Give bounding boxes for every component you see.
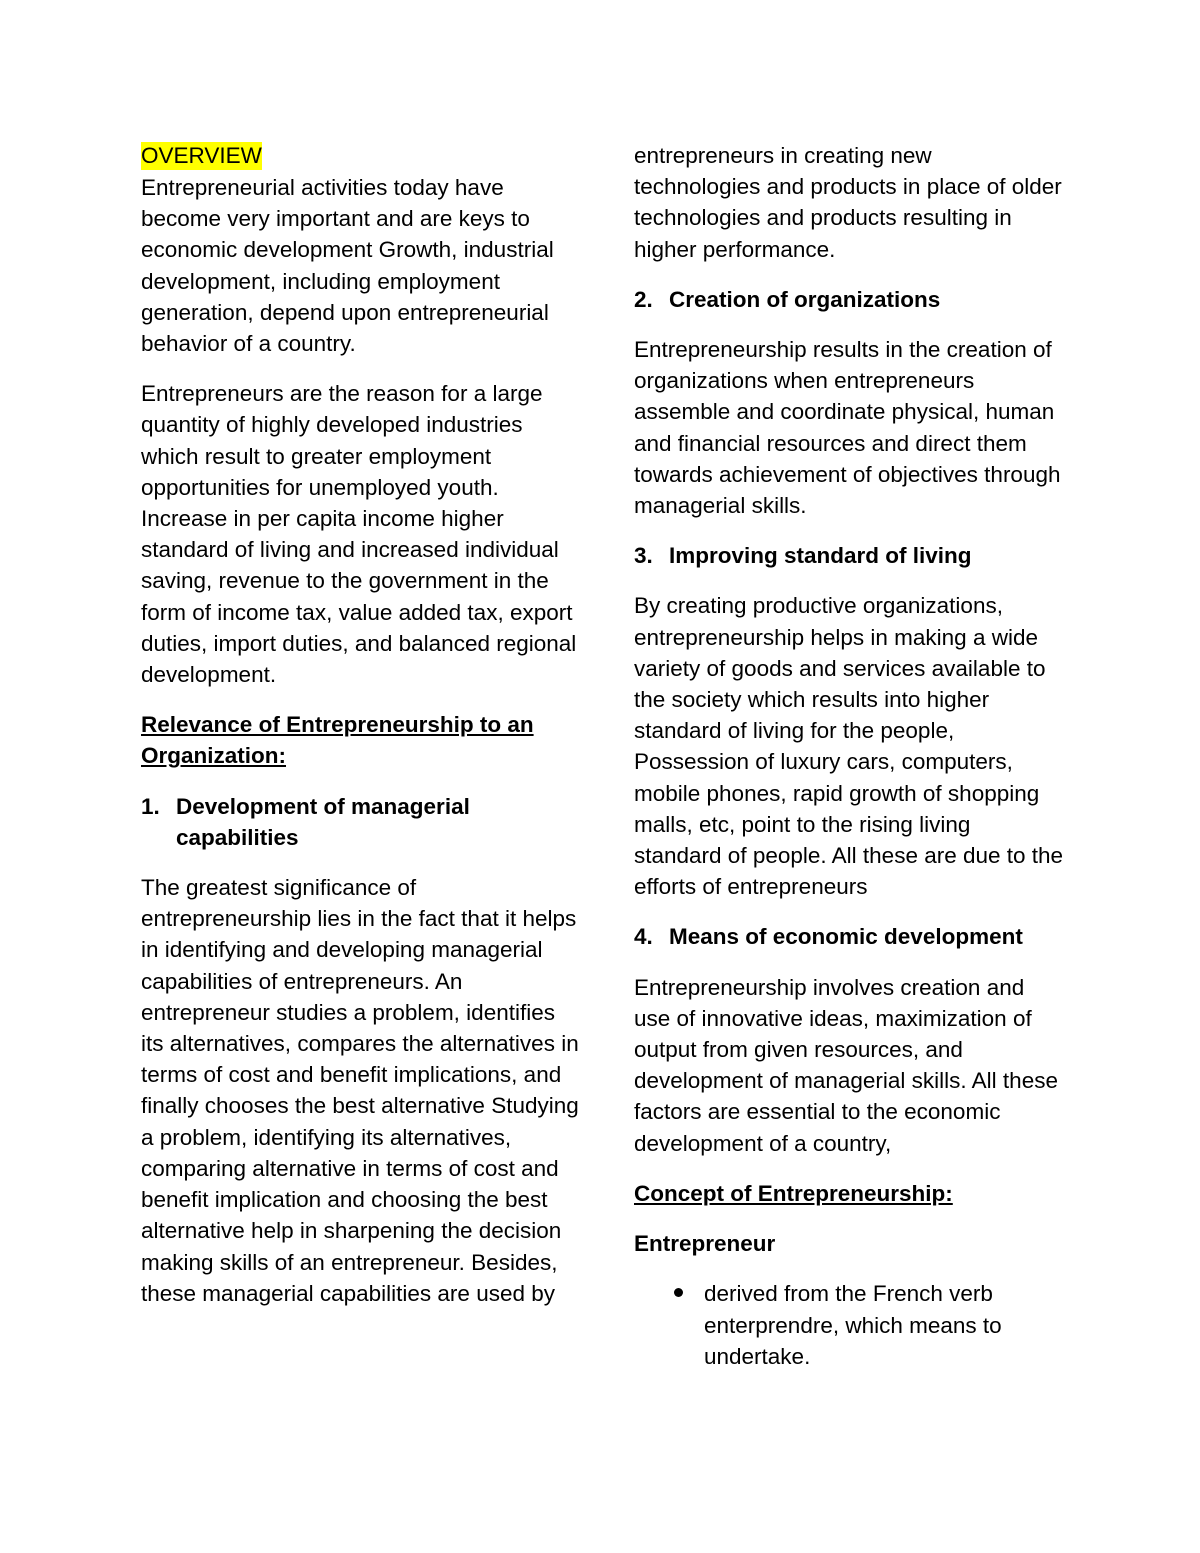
bullet-text: derived from the French verb enterprendre, which means to undertake. xyxy=(704,1281,1002,1369)
item-1-number: 1. xyxy=(141,793,160,819)
item-1-paragraph: The greatest significance of entrepreneurship lies in the fact that it helps in identifying and developing managerial capabilities of entrepreneurs. An entrepreneur studies a problem, identifies its alternatives, compares the alternatives in terms of cost and benefit implications, and finally chooses the best alternative Studying a problem, identifying its alternatives, comparing alternative in terms of cost and benefit implication and choosing the best alternative help in sharpening the decision making skills of an entrepreneur. Besides, these managerial capabilities are used by xyxy=(141,875,579,1306)
concept-heading: Concept of Entrepreneurship: xyxy=(634,1180,953,1206)
right-column xyxy=(634,140,1064,1372)
item-3-paragraph: By creating productive organizations, entrepreneurship helps in making a wide variety of goods and services available to the society which results into higher standard of living for the people, Possession of luxury cars, computers, mobile phones, rapid growth of shopping malls, etc, point to the rising living standard of people. All these are due to the efforts of entrepreneurs xyxy=(634,593,1064,900)
item-3-number: 3. xyxy=(634,543,653,569)
item-1-heading xyxy=(141,791,581,853)
bullet-icon xyxy=(666,1278,704,1372)
entrepreneur-heading: Entrepreneur xyxy=(634,1231,776,1257)
overview-paragraph: Entrepreneurial activities today have become very important and are keys to economic development Growth, industrial development, including employment generation, depend upon entrepreneurial behavior of a country. xyxy=(141,175,554,357)
left-column xyxy=(141,140,581,1309)
item-2-number: 2. xyxy=(634,286,653,312)
item-3-heading xyxy=(634,540,1064,571)
item-4-title: Means of economic development xyxy=(669,924,1023,950)
item-2-paragraph: Entrepreneurship results in the creation of organizations when entrepreneurs assemble and coordinate physical, human and financial resources and direct them towards achievement of objectives through managerial skills. xyxy=(634,337,1061,519)
overview-heading: OVERVIEW xyxy=(141,143,262,168)
relevance-heading: Relevance of Entrepreneurship to an Organization: xyxy=(141,712,534,769)
item-4-paragraph: Entrepreneurship involves creation and use of innovative ideas, maximization of output from given resources, and development of managerial skills. All these factors are essential to the economic development of a country, xyxy=(634,974,1058,1156)
continuation-paragraph: entrepreneurs in creating new technologies and products in place of older technologies and products resulting in higher performance. xyxy=(634,143,1062,262)
entrepreneurs-paragraph: Entrepreneurs are the reason for a large quantity of highly developed industries which result to greater employment opportunities for unemployed youth. Increase in per capita income higher standard of living and increased individual saving, revenue to the government in the form of income tax, value added tax, export duties, import duties, and balanced regional development. xyxy=(141,381,577,688)
item-2-heading xyxy=(634,284,1064,315)
item-4-number: 4. xyxy=(634,924,653,950)
item-3-title: Improving standard of living xyxy=(669,543,972,569)
bullet-item xyxy=(634,1278,1064,1372)
item-1-title: Development of managerial capabilities xyxy=(176,793,470,850)
item-2-title: Creation of organizations xyxy=(669,286,941,312)
item-4-heading xyxy=(634,921,1064,952)
